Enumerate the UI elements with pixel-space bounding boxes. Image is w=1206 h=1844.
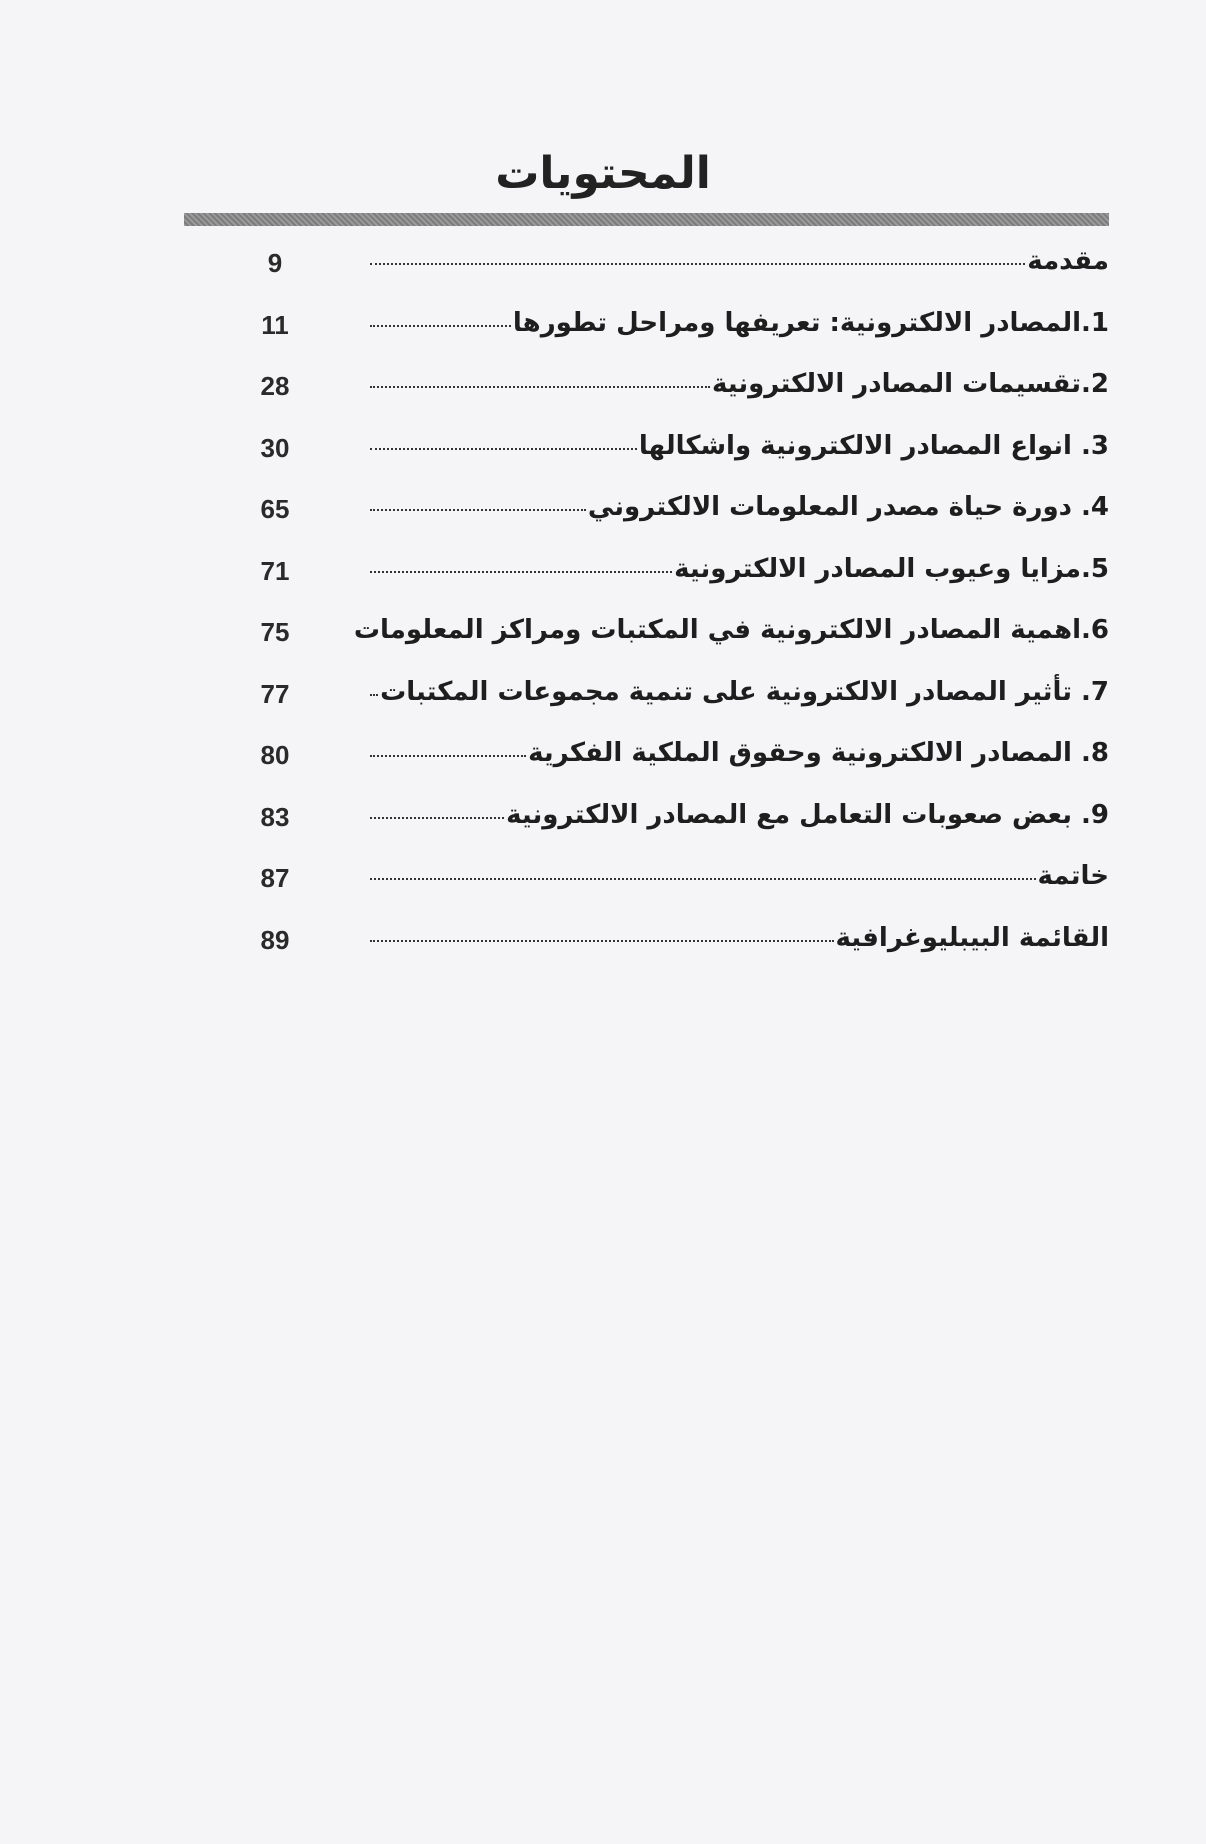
toc-row bbox=[184, 294, 1109, 356]
toc-entry bbox=[370, 554, 1109, 584]
toc-label: 6.اهمية المصادر الالكترونية في المكتبات ومراكز المعلومات bbox=[353, 615, 1109, 645]
toc-page-number: 9 bbox=[267, 248, 283, 278]
dot-leader bbox=[370, 448, 637, 450]
toc-entry bbox=[370, 800, 1109, 830]
toc-page-number: 83 bbox=[260, 801, 290, 832]
dot-leader bbox=[370, 817, 504, 819]
toc-row bbox=[184, 417, 1109, 479]
toc-label: 4. دورة حياة مصدر المعلومات الالكتروني bbox=[587, 492, 1109, 522]
dot-leader bbox=[370, 263, 1025, 265]
toc-entry bbox=[370, 369, 1109, 399]
toc-row bbox=[184, 724, 1109, 786]
toc-page-number: 30 bbox=[260, 432, 290, 463]
toc-label: خاتمة bbox=[1037, 861, 1109, 891]
dot-leader bbox=[370, 878, 1036, 880]
toc-row bbox=[184, 355, 1109, 417]
table-of-contents bbox=[184, 232, 1109, 970]
toc-page-number: 77 bbox=[260, 678, 290, 709]
toc-label: 2.تقسيمات المصادر الالكترونية bbox=[712, 369, 1109, 399]
toc-label: مقدمة bbox=[1027, 246, 1109, 276]
toc-row bbox=[184, 540, 1109, 602]
toc-entry bbox=[370, 923, 1109, 953]
title-divider bbox=[184, 213, 1109, 226]
dot-leader bbox=[370, 694, 378, 696]
dot-leader bbox=[370, 325, 511, 327]
toc-entry bbox=[353, 615, 1109, 645]
toc-row bbox=[184, 847, 1109, 909]
toc-entry bbox=[370, 738, 1109, 768]
dot-leader bbox=[370, 940, 834, 942]
toc-entry bbox=[370, 308, 1109, 338]
dot-leader bbox=[370, 571, 672, 573]
toc-entry bbox=[370, 677, 1109, 707]
toc-label: 9. بعض صعوبات التعامل مع المصادر الالكترونية bbox=[506, 799, 1109, 830]
toc-page-number: 75 bbox=[260, 617, 290, 647]
toc-page-number: 65 bbox=[260, 494, 290, 524]
toc-row bbox=[184, 478, 1109, 540]
toc-label: 7. تأثير المصادر الالكترونية على تنمية مجموعات المكتبات bbox=[380, 676, 1109, 707]
toc-entry bbox=[370, 246, 1109, 276]
toc-page-number: 89 bbox=[260, 924, 290, 955]
toc-row bbox=[184, 663, 1109, 725]
toc-page-number: 80 bbox=[260, 740, 290, 770]
toc-row bbox=[184, 786, 1109, 848]
toc-entry bbox=[370, 492, 1109, 522]
dot-leader bbox=[370, 509, 586, 511]
toc-entry bbox=[370, 861, 1109, 891]
toc-label: القائمة البيبليوغرافية bbox=[835, 922, 1109, 953]
toc-row bbox=[184, 232, 1109, 294]
toc-page-number: 71 bbox=[260, 555, 290, 586]
toc-page-number: 28 bbox=[260, 371, 290, 401]
toc-entry bbox=[370, 431, 1109, 461]
toc-row bbox=[184, 601, 1109, 663]
toc-row bbox=[184, 909, 1109, 971]
toc-label: 1.المصادر الالكترونية: تعريفها ومراحل تطورها bbox=[512, 307, 1109, 338]
toc-page-number: 11 bbox=[261, 309, 289, 340]
dot-leader bbox=[370, 755, 526, 757]
toc-label: 5.مزايا وعيوب المصادر الالكترونية bbox=[674, 553, 1109, 584]
toc-page-number: 87 bbox=[260, 863, 290, 893]
toc-label: 8. المصادر الالكترونية وحقوق الملكية الفكرية bbox=[528, 738, 1109, 768]
page-title: المحتويات bbox=[495, 148, 711, 199]
dot-leader bbox=[370, 386, 710, 388]
toc-label: 3. انواع المصادر الالكترونية واشكالها bbox=[638, 430, 1109, 461]
